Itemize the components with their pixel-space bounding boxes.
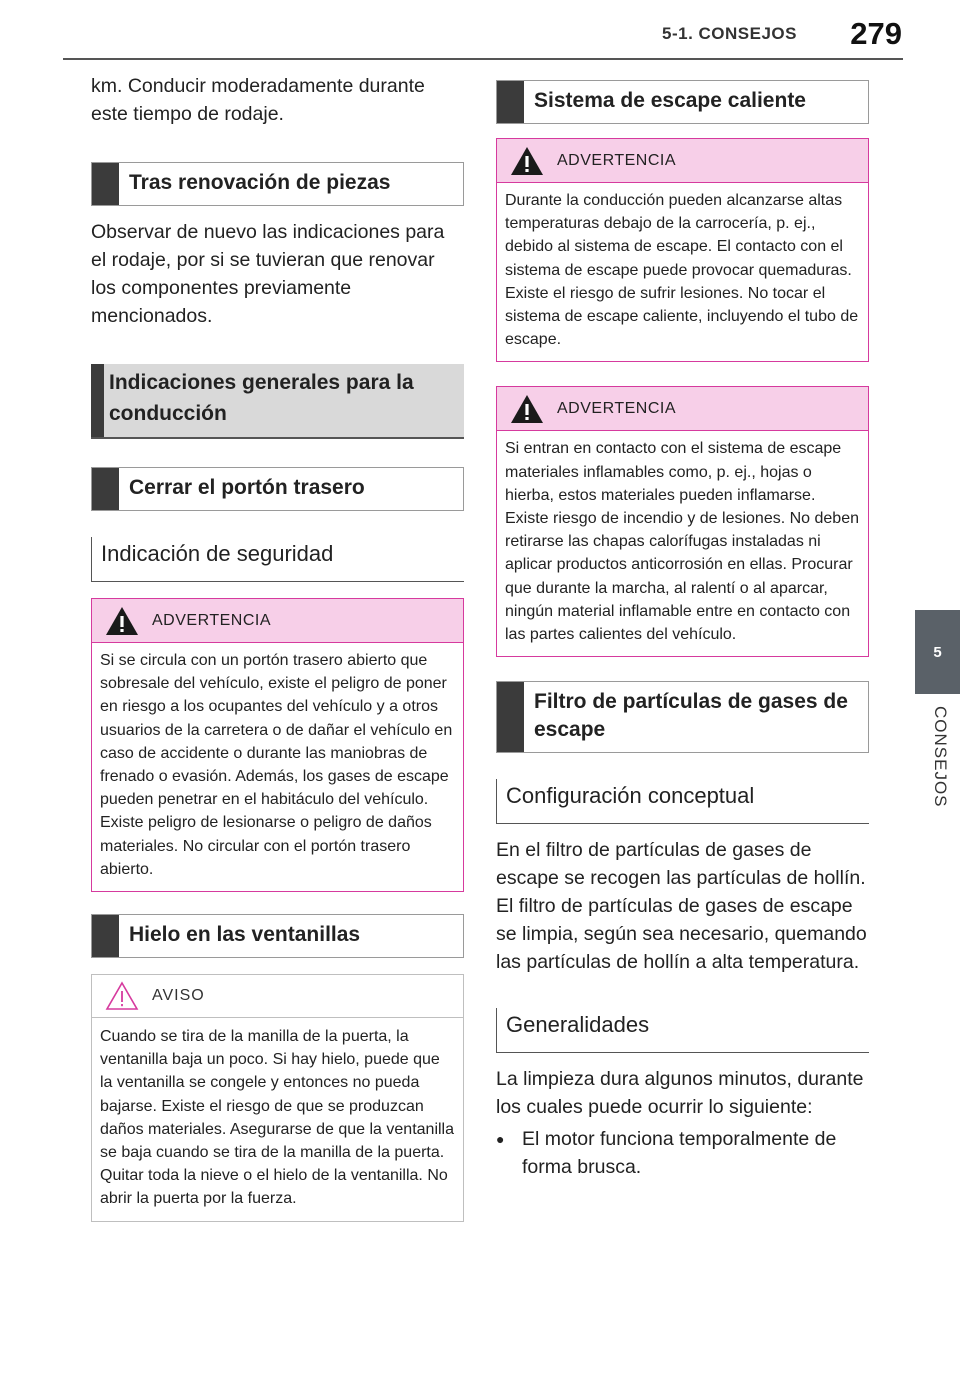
warning-triangle-icon bbox=[497, 394, 557, 424]
warning-text: Si se circula con un portón trasero abierto que sobresale del vehículo, existe el peligro de poner en riesgo a los ocupantes del vehículo y a otros usuarios de la carretera o de dañar el vehículo en caso de accidente o durante las maniobras de frenado o evasión. Además, los gases de escape pueden penetrar en el habitáculo del vehículo. Existe peligro de lesionarse o peligro de daños materiales. No circular con el portón trasero abierto. bbox=[100, 652, 453, 878]
warning-text: Durante la conducción pueden alcanzarse altas temperaturas debajo de la carrocería, p. ej., debido al sistema de escape. El contacto con el sistema de escape puede provocar quemaduras. Existe el riesgo de sufrir lesiones. No tocar el sistema de escape caliente, incluyendo el tubo de escape. bbox=[505, 192, 859, 349]
heading-bar bbox=[92, 163, 119, 205]
heading-escape bbox=[496, 80, 869, 124]
heading-text: Hielo en las ventanillas bbox=[129, 923, 361, 947]
heading-text: Tras renovación de piezas bbox=[129, 171, 391, 194]
intro-paragraph: km. Conducir moderadamente durante este tiempo de rodaje. bbox=[91, 75, 425, 125]
heading-text: Filtro de partículas de gases de escape bbox=[534, 690, 848, 742]
heading-text: Cerrar el portón trasero bbox=[129, 476, 365, 499]
paragraph-configuracion: En el filtro de partículas de gases de escape se recogen las partículas de hollín. El filtro de partículas de gases de escape se limpia, según sea necesario, quemando las partículas de hollín a alta temperatura. bbox=[496, 839, 867, 974]
header-divider bbox=[63, 58, 903, 60]
notice-title: AVISO bbox=[152, 987, 205, 1005]
heading-bar bbox=[92, 468, 119, 510]
bullet-dot-icon: ● bbox=[496, 1131, 505, 1148]
chapter-tab[interactable] bbox=[915, 610, 960, 694]
warning-triangle-icon bbox=[497, 146, 557, 176]
warning-header bbox=[497, 387, 868, 431]
heading-filtro bbox=[496, 681, 869, 753]
warning-header bbox=[92, 599, 463, 643]
right-column bbox=[496, 80, 869, 1181]
warning-title: ADVERTENCIA bbox=[557, 151, 677, 169]
heading-generales bbox=[91, 364, 464, 439]
warning-box-porton bbox=[91, 598, 464, 892]
notice-header bbox=[92, 975, 463, 1018]
heading-hielo bbox=[91, 914, 464, 958]
notice-text: Cuando se tira de la manilla de la puerta, la ventanilla baja un poco. Si hay hielo, puede que la ventanilla se congele y entonces no pueda bajarse. Existe el riesgo de que se produzcan daños materiales. Asegurarse de que la ventanilla se baja cuando se tira de la manilla de la puerta. Quitar toda la nieve o el hielo de la ventanilla. No abrir la puerta por la fuerza. bbox=[100, 1028, 454, 1208]
heading-porton bbox=[91, 467, 464, 511]
left-column bbox=[91, 72, 464, 1222]
heading-text: Sistema de escape caliente bbox=[534, 89, 806, 112]
subheading-generalidades: Generalidades bbox=[496, 1008, 869, 1053]
subheading-configuracion: Configuración conceptual bbox=[496, 779, 869, 824]
chapter-label: CONSEJOS bbox=[931, 706, 950, 808]
warning-box-inflamables bbox=[496, 386, 869, 657]
subheading-seguridad: Indicación de seguridad bbox=[91, 537, 464, 582]
warning-text: Si entran en contacto con el sistema de escape materiales inflamables como, p. ej., hojas o hierba, estos materiales pueden inflamarse. Existe riesgo de incendio y de lesiones. No deben retirarse las chapas calorífugas instaladas ni aplicar productos anticorrosión en ellas. Procurar que durante la marcha, al ralentí o al aparcar, ningún material inflamable entre en contacto con las partes calientes del vehículo. bbox=[505, 440, 859, 644]
list-item bbox=[496, 1125, 869, 1181]
heading-bar bbox=[91, 364, 104, 437]
warning-triangle-icon bbox=[92, 606, 152, 636]
warning-box-escape bbox=[496, 138, 869, 362]
heading-bar bbox=[92, 915, 119, 957]
paragraph-generalidades: La limpieza dura algunos minutos, durante los cuales puede ocurrir lo siguiente: bbox=[496, 1068, 864, 1119]
heading-text: Indicaciones generales para la conducción bbox=[109, 371, 414, 425]
heading-bar bbox=[497, 682, 524, 752]
chapter-number: 5 bbox=[933, 643, 942, 661]
warning-title: ADVERTENCIA bbox=[152, 611, 272, 629]
notice-box-hielo bbox=[91, 974, 464, 1222]
notice-triangle-icon bbox=[92, 981, 152, 1011]
heading-renovacion bbox=[91, 162, 464, 206]
heading-bar bbox=[497, 81, 524, 123]
list-item-text: El motor funciona temporalmente de forma brusca. bbox=[522, 1128, 837, 1179]
warning-header bbox=[497, 139, 868, 183]
paragraph-renovacion: Observar de nuevo las indicaciones para el rodaje, por si se tuvieran que renovar los componentes previamente mencionados. bbox=[91, 221, 445, 327]
warning-title: ADVERTENCIA bbox=[557, 399, 677, 417]
page-number: 279 bbox=[850, 16, 902, 51]
section-title: 5-1. CONSEJOS bbox=[662, 24, 797, 43]
